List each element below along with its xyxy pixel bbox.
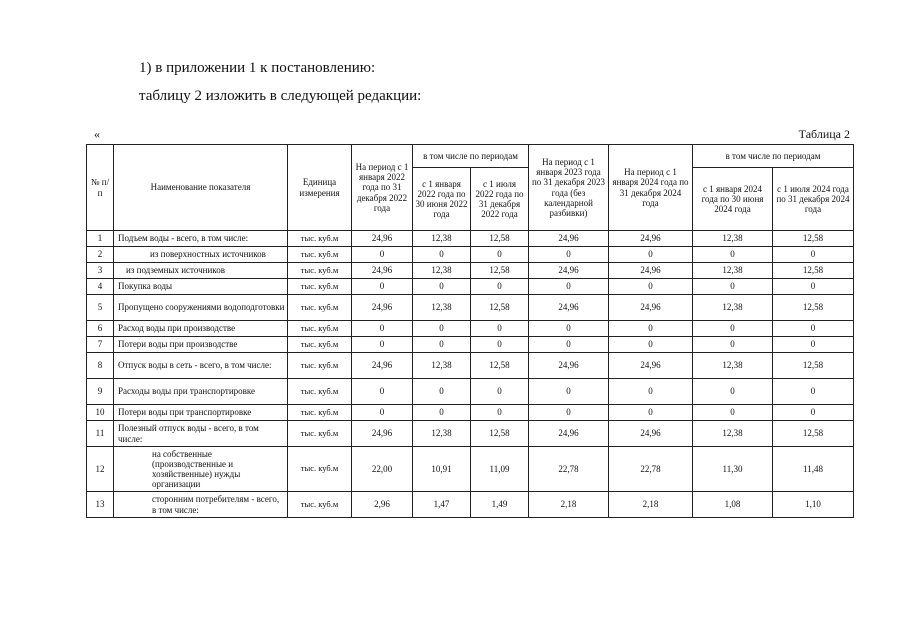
value-cell: 0 (352, 337, 413, 353)
value-cell: 0 (693, 337, 773, 353)
value-cell: 1,49 (471, 492, 529, 518)
value-cell: 12,58 (773, 231, 854, 247)
value-cell: 0 (693, 379, 773, 405)
value-cell: 12,38 (413, 263, 471, 279)
value-cell: 12,38 (693, 421, 773, 447)
value-cell: 0 (609, 337, 693, 353)
value-cell: 24,96 (529, 421, 609, 447)
value-cell: 0 (693, 247, 773, 263)
value-cell: 0 (529, 379, 609, 405)
value-cell: 0 (352, 279, 413, 295)
value-cell: 2,18 (609, 492, 693, 518)
value-cell: 0 (609, 247, 693, 263)
value-cell: 12,58 (471, 353, 529, 379)
value-cell: 12,58 (471, 263, 529, 279)
table-row (87, 279, 854, 295)
value-cell: 12,38 (413, 353, 471, 379)
value-cell: 12,58 (471, 295, 529, 321)
indicator-name: Пропущено сооружениями водоподготовки (114, 295, 288, 321)
value-cell: 0 (609, 279, 693, 295)
value-cell: 0 (773, 337, 854, 353)
value-cell: 24,96 (352, 421, 413, 447)
header-period-2022: На период с 1 января 2022 года по 31 декабря 2022 года (352, 145, 413, 231)
value-cell: 1,08 (693, 492, 773, 518)
value-cell: 0 (773, 405, 854, 421)
header-row-1 (87, 145, 854, 168)
value-cell: 0 (413, 279, 471, 295)
value-cell: 24,96 (529, 263, 609, 279)
value-cell: 12,38 (693, 295, 773, 321)
value-cell: 0 (413, 405, 471, 421)
value-cell: 1,10 (773, 492, 854, 518)
value-cell: 12,58 (471, 231, 529, 247)
table-row (87, 379, 854, 405)
indicator-name: сторонним потребителям - всего, в том числе: (114, 492, 288, 518)
value-cell: 0 (773, 247, 854, 263)
row-number: 6 (87, 321, 114, 337)
value-cell: 0 (529, 337, 609, 353)
value-cell: 2,96 (352, 492, 413, 518)
value-cell: 22,00 (352, 447, 413, 492)
table-row (87, 353, 854, 379)
row-number: 10 (87, 405, 114, 421)
unit-cell: тыс. куб.м (288, 279, 352, 295)
table-row (87, 492, 854, 518)
value-cell: 10,91 (413, 447, 471, 492)
unit-cell: тыс. куб.м (288, 353, 352, 379)
value-cell: 0 (693, 279, 773, 295)
intro-line-2: таблицу 2 изложить в следующей редакции: (139, 88, 422, 104)
value-cell: 22,78 (609, 447, 693, 492)
value-cell: 24,96 (529, 353, 609, 379)
indicator-name: Расход воды при производстве (114, 321, 288, 337)
value-cell: 0 (413, 321, 471, 337)
value-cell: 12,58 (773, 295, 854, 321)
value-cell: 24,96 (609, 263, 693, 279)
value-cell: 24,96 (352, 353, 413, 379)
table-row (87, 263, 854, 279)
table-row (87, 405, 854, 421)
value-cell: 12,58 (773, 353, 854, 379)
value-cell: 24,96 (352, 231, 413, 247)
indicator-name: Отпуск воды в сеть - всего, в том числе: (114, 353, 288, 379)
unit-cell: тыс. куб.м (288, 492, 352, 518)
value-cell: 0 (471, 405, 529, 421)
value-cell: 0 (413, 379, 471, 405)
table-row (87, 321, 854, 337)
indicator-name: Потери воды при транспортировке (114, 405, 288, 421)
value-cell: 0 (693, 405, 773, 421)
indicator-name: Расходы воды при транспортировке (114, 379, 288, 405)
water-balance-table (86, 144, 854, 518)
value-cell: 0 (609, 405, 693, 421)
value-cell: 24,96 (529, 231, 609, 247)
intro-line-1: 1) в приложении 1 к постановлению: (139, 60, 376, 76)
value-cell: 0 (609, 379, 693, 405)
row-number: 9 (87, 379, 114, 405)
row-number: 12 (87, 447, 114, 492)
table-row (87, 295, 854, 321)
header-h1-2024: с 1 января 2024 года по 30 июня 2024 года (693, 168, 773, 231)
opening-quote: « (94, 127, 100, 141)
header-unit: Единица измерения (288, 145, 352, 231)
value-cell: 0 (471, 379, 529, 405)
header-h1-2022: с 1 января 2022 года по 30 июня 2022 года (413, 168, 471, 231)
table-row (87, 231, 854, 247)
value-cell: 0 (529, 321, 609, 337)
unit-cell: тыс. куб.м (288, 447, 352, 492)
value-cell: 24,96 (529, 295, 609, 321)
value-cell: 0 (471, 337, 529, 353)
unit-cell: тыс. куб.м (288, 295, 352, 321)
value-cell: 0 (352, 379, 413, 405)
value-cell: 12,38 (413, 295, 471, 321)
value-cell: 11,30 (693, 447, 773, 492)
value-cell: 0 (352, 405, 413, 421)
unit-cell: тыс. куб.м (288, 405, 352, 421)
header-group-2024: в том числе по периодам (693, 145, 854, 168)
indicator-name: Подъем воды - всего, в том числе: (114, 231, 288, 247)
value-cell: 12,58 (471, 421, 529, 447)
table-caption: Таблица 2 (798, 127, 850, 141)
indicator-name: из поверхностных источников (114, 247, 288, 263)
unit-cell: тыс. куб.м (288, 321, 352, 337)
row-number: 8 (87, 353, 114, 379)
value-cell: 0 (471, 247, 529, 263)
indicator-name: на собственные (производственные и хозяйственные) нужды организации (114, 447, 288, 492)
value-cell: 24,96 (609, 353, 693, 379)
indicator-name: из подземных источников (114, 263, 288, 279)
table-row (87, 337, 854, 353)
value-cell: 0 (529, 279, 609, 295)
value-cell: 0 (352, 321, 413, 337)
unit-cell: тыс. куб.м (288, 263, 352, 279)
indicator-name: Полезный отпуск воды - всего, в том числе: (114, 421, 288, 447)
value-cell: 12,38 (693, 263, 773, 279)
header-name: Наименование показателя (114, 145, 288, 231)
value-cell: 12,58 (773, 263, 854, 279)
unit-cell: тыс. куб.м (288, 379, 352, 405)
unit-cell: тыс. куб.м (288, 231, 352, 247)
header-h2-2022: с 1 июля 2022 года по 31 декабря 2022 года (471, 168, 529, 231)
value-cell: 1,47 (413, 492, 471, 518)
unit-cell: тыс. куб.м (288, 247, 352, 263)
unit-cell: тыс. куб.м (288, 421, 352, 447)
value-cell: 0 (413, 337, 471, 353)
header-group-2022: в том числе по периодам (413, 145, 529, 168)
value-cell: 24,96 (352, 263, 413, 279)
header-h2-2024: с 1 июля 2024 года по 31 декабря 2024 года (773, 168, 854, 231)
row-number: 3 (87, 263, 114, 279)
table-row (87, 247, 854, 263)
table-row (87, 447, 854, 492)
table-row (87, 421, 854, 447)
header-period-2024: На период с 1 января 2024 года по 31 декабря 2024 года (609, 145, 693, 231)
value-cell: 0 (529, 247, 609, 263)
value-cell: 0 (773, 321, 854, 337)
value-cell: 0 (352, 247, 413, 263)
row-number: 5 (87, 295, 114, 321)
value-cell: 0 (413, 247, 471, 263)
value-cell: 0 (471, 321, 529, 337)
value-cell: 0 (529, 405, 609, 421)
value-cell: 24,96 (609, 421, 693, 447)
row-number: 11 (87, 421, 114, 447)
table-body (87, 231, 854, 518)
value-cell: 0 (773, 379, 854, 405)
value-cell: 22,78 (529, 447, 609, 492)
value-cell: 12,38 (413, 231, 471, 247)
unit-cell: тыс. куб.м (288, 337, 352, 353)
value-cell: 0 (773, 279, 854, 295)
header-num: № п/п (87, 145, 114, 231)
value-cell: 24,96 (609, 295, 693, 321)
header-period-2023: На период с 1 января 2023 года по 31 декабря 2023 года (без календарной разбивки) (529, 145, 609, 231)
value-cell: 24,96 (609, 231, 693, 247)
value-cell: 0 (471, 279, 529, 295)
value-cell: 12,38 (693, 353, 773, 379)
value-cell: 12,38 (693, 231, 773, 247)
indicator-name: Потери воды при производстве (114, 337, 288, 353)
row-number: 4 (87, 279, 114, 295)
value-cell: 24,96 (352, 295, 413, 321)
value-cell: 0 (693, 321, 773, 337)
row-number: 1 (87, 231, 114, 247)
value-cell: 12,38 (413, 421, 471, 447)
row-number: 7 (87, 337, 114, 353)
row-number: 2 (87, 247, 114, 263)
indicator-name: Покупка воды (114, 279, 288, 295)
value-cell: 12,58 (773, 421, 854, 447)
value-cell: 0 (609, 321, 693, 337)
value-cell: 2,18 (529, 492, 609, 518)
row-number: 13 (87, 492, 114, 518)
value-cell: 11,09 (471, 447, 529, 492)
value-cell: 11,48 (773, 447, 854, 492)
